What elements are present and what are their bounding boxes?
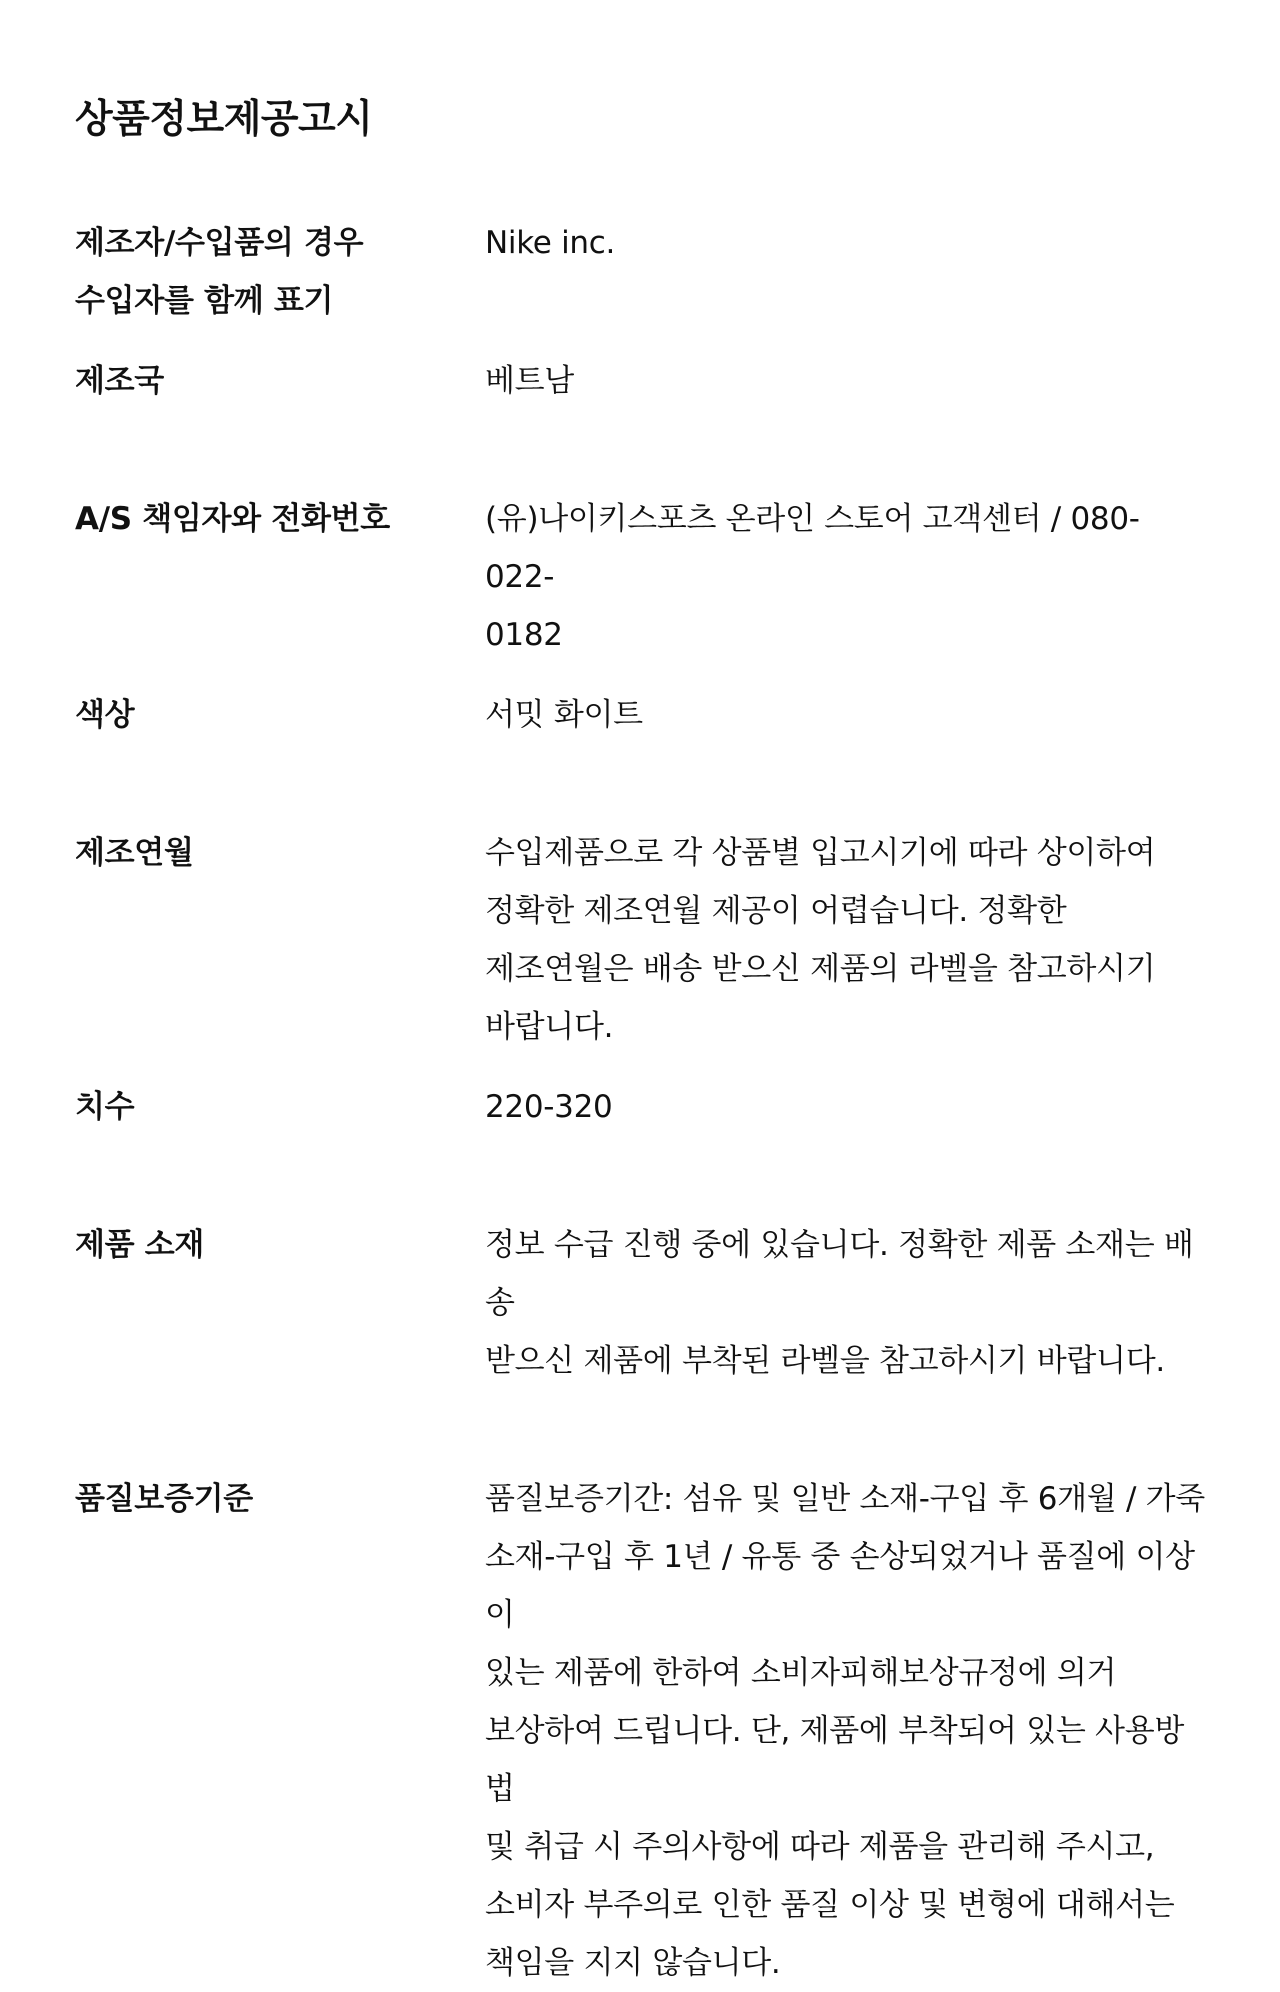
country-label: 제조국 [75,363,164,399]
info-row-warranty [75,1470,1205,1992]
material-value: 정보 수급 진행 중에 있습니다. 정확한 제품 소재는 배송 받으신 제품에 부착된 라벨을 참고하시기 바랍니다. [485,1227,1194,1379]
info-row-color [75,686,1205,744]
color-label: 색상 [75,697,135,733]
warranty-value: 품질보증기간: 섬유 및 일반 소재-구입 후 6개월 / 가죽 소재-구입 후 1년 / 유통 중 손상되었거나 품질에 이상이 있는 제품에 한하여 소비자피해보상규정에 의거 보상하여 드립니다. 단, 제품에 부착되어 있는 사용방법 및 취급 시 주의사항에 따라 제품을 관리해 주시고, 소비자 부주의로 인한 품질 이상 및 변형에 대해서는 책임을 지지 않습니다. [485,1481,1205,1981]
manufacturer-value: Nike inc. [485,225,616,261]
info-row-manufacturer [75,214,1205,330]
manufacture-date-value: 수입제품으로 각 상품별 입고시기에 따라 상이하여 정확한 제조연월 제공이 어렵습니다. 정확한 제조연월은 배송 받으신 제품의 라벨을 참고하시기 바랍니다. [485,835,1156,1045]
info-row-country [75,352,1205,410]
page-title: 상품정보제공고시 [75,97,373,142]
warranty-label: 품질보증기준 [75,1481,253,1517]
after-service-label: A/S 책임자와 전화번호 [75,501,390,537]
info-row-material [75,1216,1205,1390]
country-value: 베트남 [485,363,574,399]
color-value: 서밋 화이트 [485,697,643,733]
size-value: 220-320 [485,1089,613,1125]
size-label: 치수 [75,1089,135,1125]
info-row-manufacture-date [75,824,1205,1056]
after-service-value: (유)나이키스포츠 온라인 스토어 고객센터 / 080-022- 0182 [485,501,1140,653]
manufacturer-label: 제조자/수입품의 경우 수입자를 함께 표기 [75,225,364,319]
manufacture-date-label: 제조연월 [75,835,194,871]
info-row-after-service [75,490,1205,664]
info-row-size [75,1078,1205,1136]
material-label: 제품 소재 [75,1227,205,1263]
